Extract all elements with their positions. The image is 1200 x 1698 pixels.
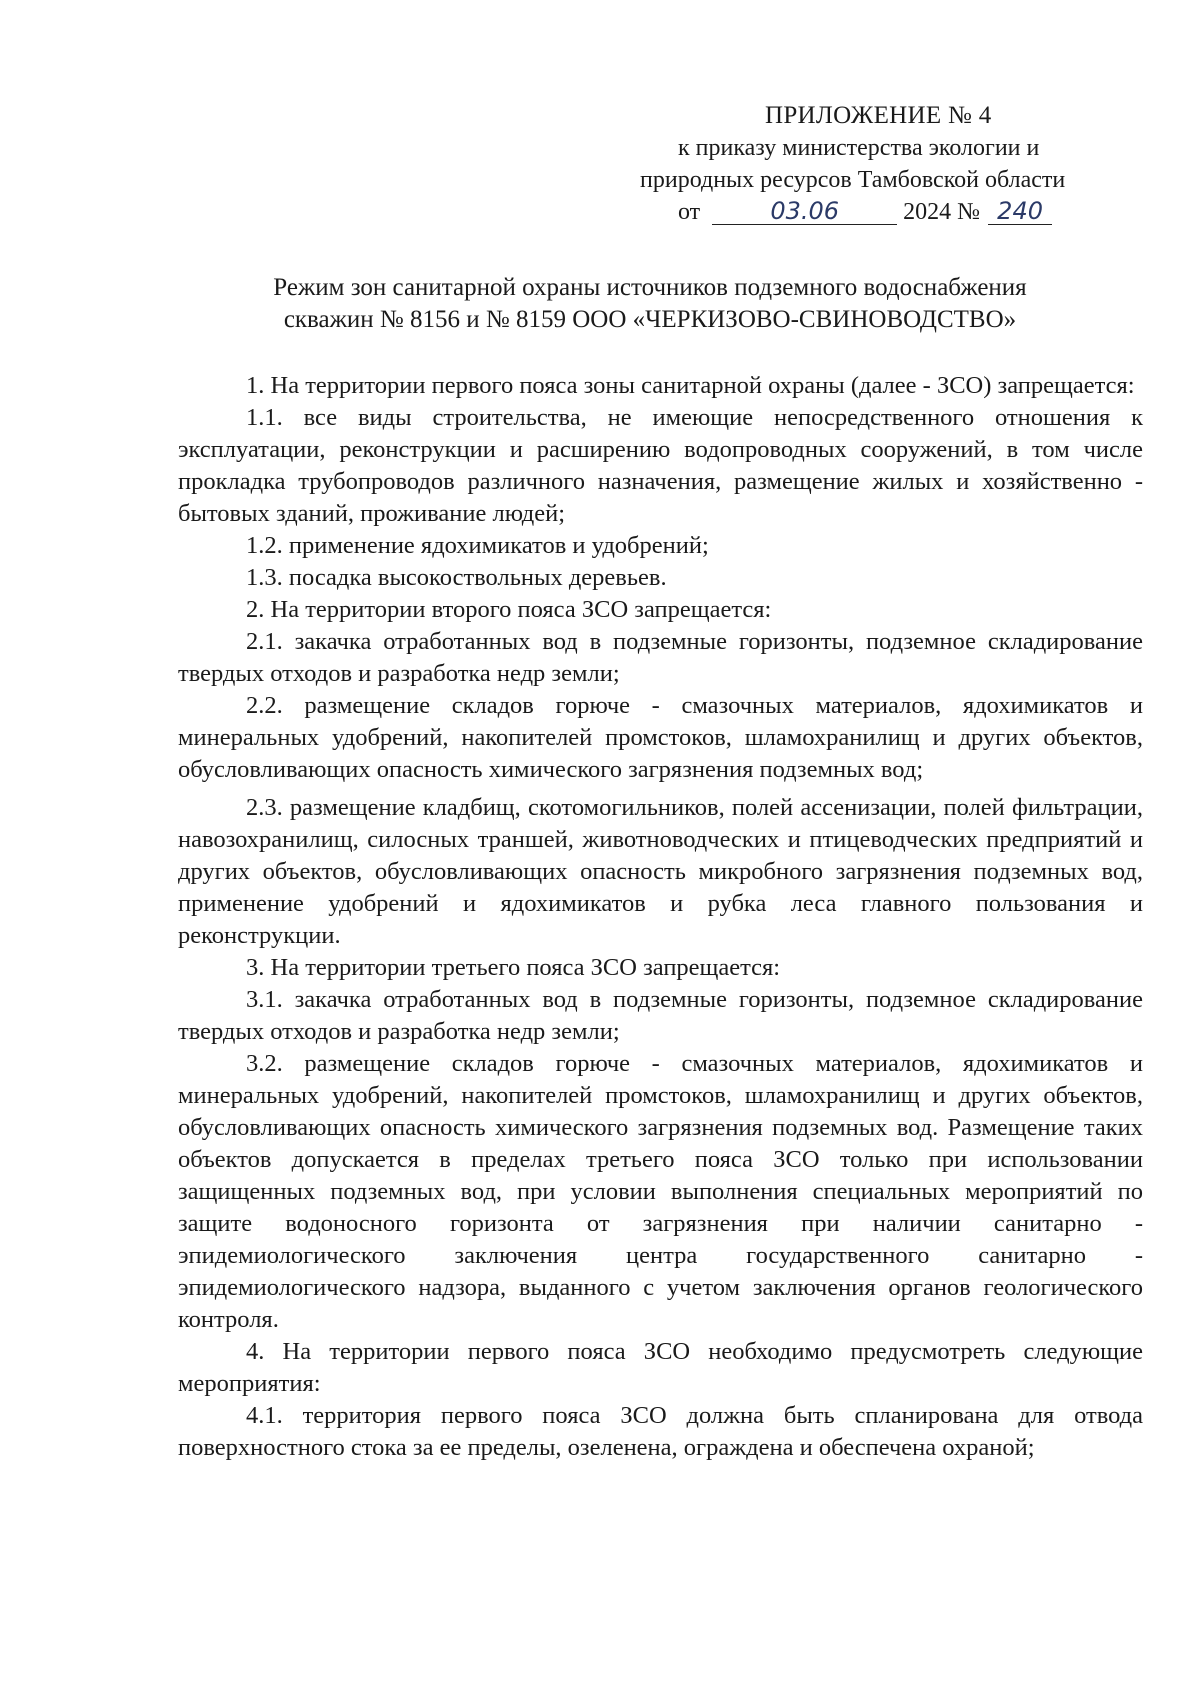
paragraph-1-1: 1.1. все виды строительства, не имеющие непосредственного отношения к эксплуатации, реконструкции и расширению водопроводных сооружений, в том числе прокладка трубопроводов различного назначения, размещение жилых и хозяйственно - бытовых зданий, проживание людей;: [178, 404, 1143, 527]
paragraph-1: 1. На территории первого пояса зоны санитарной охраны (далее - ЗСО) запрещается:: [246, 372, 1135, 399]
document-title: [180, 272, 1120, 336]
appendix-number: ПРИЛОЖЕНИЕ № 4: [765, 102, 992, 129]
paragraph-2-3: 2.3. размещение кладбищ, скотомогильников, полей ассенизации, полей фильтрации, навозохранилищ, силосных траншей, животноводческих и птицеводческих предприятий и других объектов, обусловливающих опасность микробного загрязнения подземных вод, применение удобрений и ядохимикатов и рубка леса главного пользования и реконструкции.: [178, 794, 1143, 949]
document-body: [178, 370, 1143, 1464]
year-and-number-label: 2024 №: [903, 199, 981, 225]
date-prefix: от: [678, 199, 701, 225]
paragraph-1-2: 1.2. применение ядохимикатов и удобрений;: [246, 532, 709, 559]
paragraph-2-2: 2.2. размещение складов горюче - смазочных материалов, ядохимикатов и минеральных удобрений, накопителей промстоков, шламохранилищ и других объектов, обусловливающих опасность химического загрязнения подземных вод;: [178, 692, 1143, 783]
handwritten-order-number: 240: [988, 198, 1052, 225]
order-date-line: [640, 196, 1160, 228]
paragraph-4: 4. На территории первого пояса ЗСО необходимо предусмотреть следующие мероприятия:: [178, 1338, 1143, 1397]
paragraph-3: 3. На территории третьего пояса ЗСО запрещается:: [246, 954, 781, 981]
paragraph-4-1: 4.1. территория первого пояса ЗСО должна быть спланирована для отвода поверхностного стока за ее пределы, озеленена, ограждена и обеспечена охраной;: [178, 1402, 1143, 1461]
paragraph-1-3: 1.3. посадка высокоствольных деревьев.: [246, 564, 667, 591]
handwritten-date: 03.06: [712, 198, 897, 225]
title-line-1: Режим зон санитарной охраны источников подземного водоснабжения: [273, 274, 1027, 301]
ministry-name: природных ресурсов Тамбовской области: [640, 167, 1066, 193]
paragraph-2: 2. На территории второго пояса ЗСО запрещается:: [246, 596, 772, 623]
appendix-header: [640, 100, 1160, 228]
paragraph-3-2: 3.2. размещение складов горюче - смазочных материалов, ядохимикатов и минеральных удобрений, накопителей промстоков, шламохранилищ и других объектов, обусловливающих опасность химического загрязнения подземных вод. Размещение таких объектов допускается в пределах третьего пояса ЗСО только при использовании защищенных подземных вод, при условии выполнения специальных мероприятий по защите водоносного горизонта от загрязнения при наличии санитарно - эпидемиологического заключения центра государственного санитарно - эпидемиологического надзора, выданного с учетом заключения органов геологического контроля.: [178, 1050, 1143, 1333]
order-reference: к приказу министерства экологии и: [678, 135, 1040, 161]
paragraph-2-1: 2.1. закачка отработанных вод в подземные горизонты, подземное складирование твердых отходов и разработка недр земли;: [178, 628, 1143, 687]
paragraph-3-1: 3.1. закачка отработанных вод в подземные горизонты, подземное складирование твердых отходов и разработка недр земли;: [178, 986, 1143, 1045]
title-line-2: скважин № 8156 и № 8159 ООО «ЧЕРКИЗОВО-СВИНОВОДСТВО»: [283, 306, 1017, 333]
